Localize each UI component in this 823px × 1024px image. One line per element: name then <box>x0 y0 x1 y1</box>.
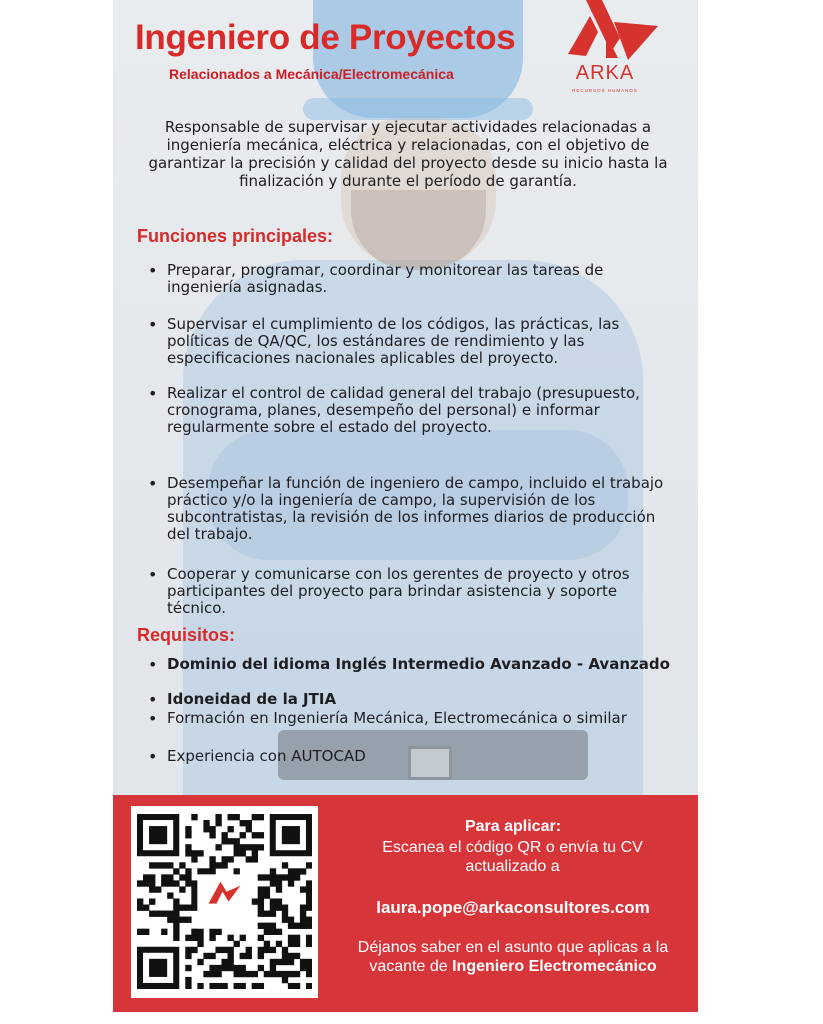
bullet-icon: • <box>148 709 158 728</box>
function-item: • Cooperar y comunicarse con los gerentes de proyecto y otros participantes del proyecto para brindar asistencia y soporte técnico. <box>148 565 630 617</box>
job-poster <box>113 0 698 1012</box>
function-item: • Desempeñar la función de ingeniero de campo, incluido el trabajo práctico y/o la ingeniería de campo, la supervisión de los subcontratistas, la revisión de los informes diarios de producción del trabajo. <box>148 474 664 543</box>
functions-heading: Funciones principales: <box>137 226 334 246</box>
function-item: • Realizar el control de calidad general del trabajo (presupuesto, cronograma, planes, desempeño del personal) e informar regularmente sobre el estado del proyecto. <box>148 384 640 436</box>
function-item: • Supervisar el cumplimiento de los códigos, las prácticas, las políticas de QA/QC, los estándares de rendimiento y las especificaciones nacionales aplicables del proyecto. <box>148 315 620 367</box>
apply-footer <box>113 795 698 1012</box>
position-name: Ingeniero Electromecánico <box>452 958 657 975</box>
logo-name: ARKA <box>575 62 635 84</box>
subject-note-text: Déjanos saber en el asunto que aplicas a la vacante de <box>357 939 669 975</box>
photo-beard <box>351 190 486 270</box>
requirement-item: • Experiencia con AUTOCAD <box>148 747 366 766</box>
bullet-icon: • <box>148 690 158 709</box>
job-description: Responsable de supervisar y ejecutar actividades relacionadas a ingeniería mecánica, eléctrica y relacionadas, con el objetivo de garantizar la precisión y calidad del proyecto desde su inicio hasta la finalización y durante el período de garantía. <box>148 118 668 190</box>
qr-code-icon <box>137 814 312 989</box>
bullet-icon: • <box>148 565 158 584</box>
requirement-item: • Idoneidad de la JTIA <box>148 690 337 709</box>
bullet-icon: • <box>148 384 158 403</box>
apply-instructions: Escanea el código QR o envía tu CV actualizado a <box>382 839 643 875</box>
bullet-icon: • <box>148 747 158 766</box>
page-title: Ingeniero de Proyectos <box>135 18 516 57</box>
subject-note <box>328 938 698 976</box>
contact-email[interactable]: laura.pope@arkaconsultores.com <box>376 898 650 917</box>
requirement-item: • Formación en Ingeniería Mecánica, Electromecánica o similar <box>148 709 627 728</box>
qr-code[interactable] <box>131 806 318 998</box>
bullet-icon: • <box>148 315 158 334</box>
logo-tagline: RECURSOS HUMANOS <box>572 88 638 93</box>
requirements-heading: Requisitos: <box>137 625 236 645</box>
bullet-icon: • <box>148 655 158 674</box>
photo-hard-hat-brim <box>303 98 533 120</box>
function-item: • Preparar, programar, coordinar y monitorear las tareas de ingeniería asignadas. <box>148 261 604 296</box>
arka-logo-icon <box>566 0 662 100</box>
apply-title: Para aplicar: <box>464 818 562 835</box>
requirement-item: • Dominio del idioma Inglés Intermedio Avanzado - Avanzado <box>148 655 670 674</box>
page-subtitle: Relacionados a Mecánica/Electromecánica <box>169 66 454 82</box>
bullet-icon: • <box>148 261 158 280</box>
bullet-icon: • <box>148 474 158 493</box>
